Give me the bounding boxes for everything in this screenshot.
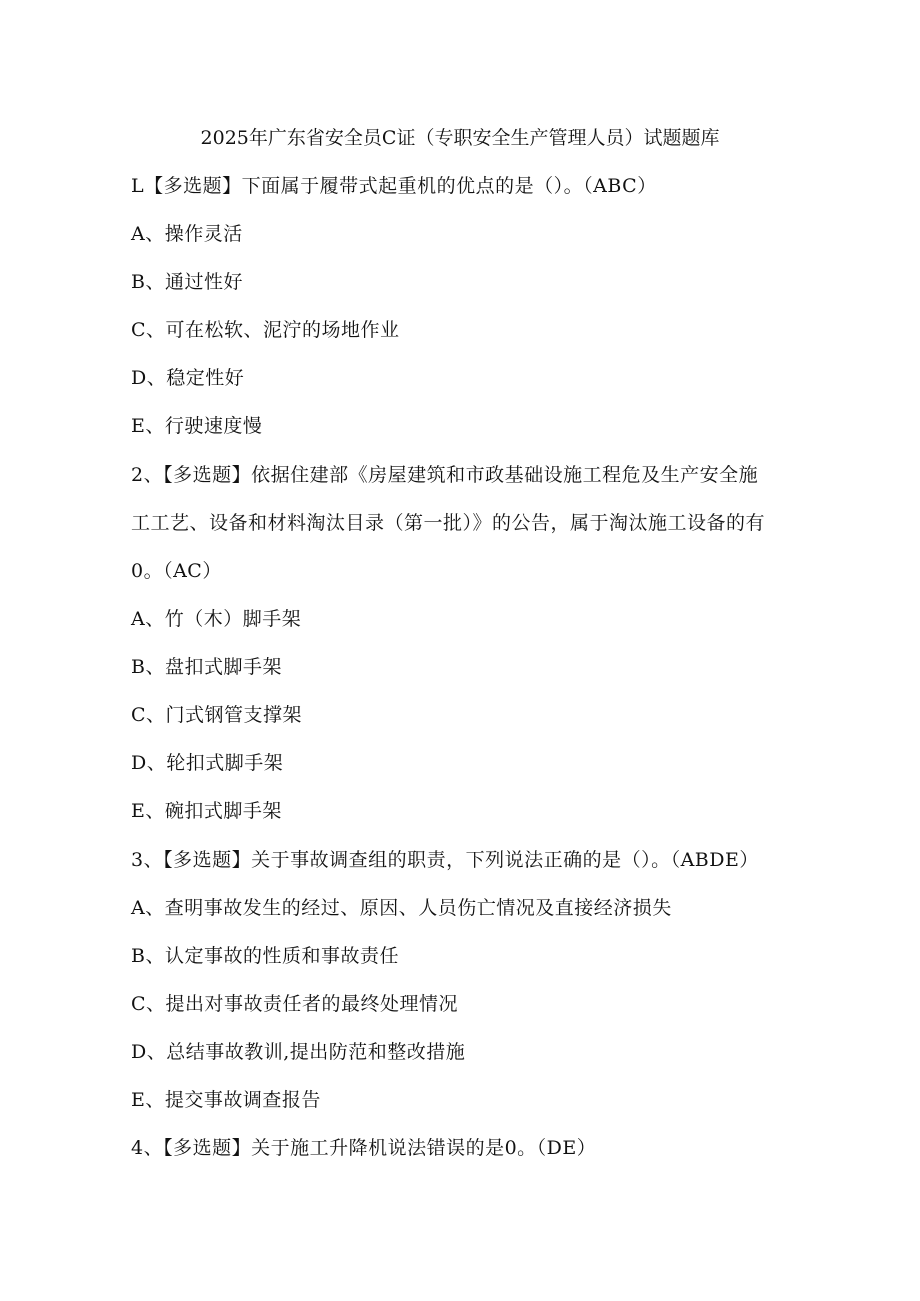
question-2-option-c: C、门式钢管支撑架 bbox=[131, 704, 303, 726]
question-4-stem: 4、【多选题】关于施工升降机说法错误的是0。（DE） bbox=[131, 1137, 597, 1159]
question-1-option-b: B、通过性好 bbox=[131, 271, 243, 293]
question-2-stem-line-1: 2、【多选题】依据住建部《房屋建筑和市政基础设施工程危及生产安全施 bbox=[131, 464, 759, 486]
question-1-option-c: C、可在松软、泥泞的场地作业 bbox=[131, 319, 400, 341]
question-3-option-a: A、查明事故发生的经过、原因、人员伤亡情况及直接经济损失 bbox=[131, 897, 672, 919]
question-3-option-e: E、提交事故调查报告 bbox=[131, 1089, 321, 1111]
question-3-stem: 3、【多选题】关于事故调查组的职责，下列说法正确的是（）。（ABDE） bbox=[131, 849, 759, 871]
question-2-stem-line-3: 0。（AC） bbox=[131, 560, 222, 582]
document-title: 2025年广东省安全员C证（专职安全生产管理人员）试题题库 bbox=[200, 127, 720, 149]
question-1-stem: L【多选题】下面属于履带式起重机的优点的是（）。（ABC） bbox=[131, 175, 657, 197]
question-2-option-a: A、竹（木）脚手架 bbox=[131, 608, 302, 630]
question-3-option-c: C、提出对事故责任者的最终处理情况 bbox=[131, 993, 459, 1015]
question-3-option-d: D、总结事故教训,提出防范和整改措施 bbox=[131, 1041, 466, 1063]
question-1-option-d: D、稳定性好 bbox=[131, 367, 245, 389]
question-2-option-d: D、轮扣式脚手架 bbox=[131, 752, 284, 774]
question-1-option-e: E、行驶速度慢 bbox=[131, 415, 263, 437]
question-2-option-b: B、盘扣式脚手架 bbox=[131, 656, 282, 678]
question-3-option-b: B、认定事故的性质和事故责任 bbox=[131, 945, 399, 967]
question-2-stem-line-2: 工工艺、设备和材料淘汰目录（第一批）》的公告，属于淘汰施工设备的有 bbox=[131, 512, 766, 534]
question-2-option-e: E、碗扣式脚手架 bbox=[131, 800, 282, 822]
question-1-option-a: A、操作灵活 bbox=[131, 223, 243, 245]
